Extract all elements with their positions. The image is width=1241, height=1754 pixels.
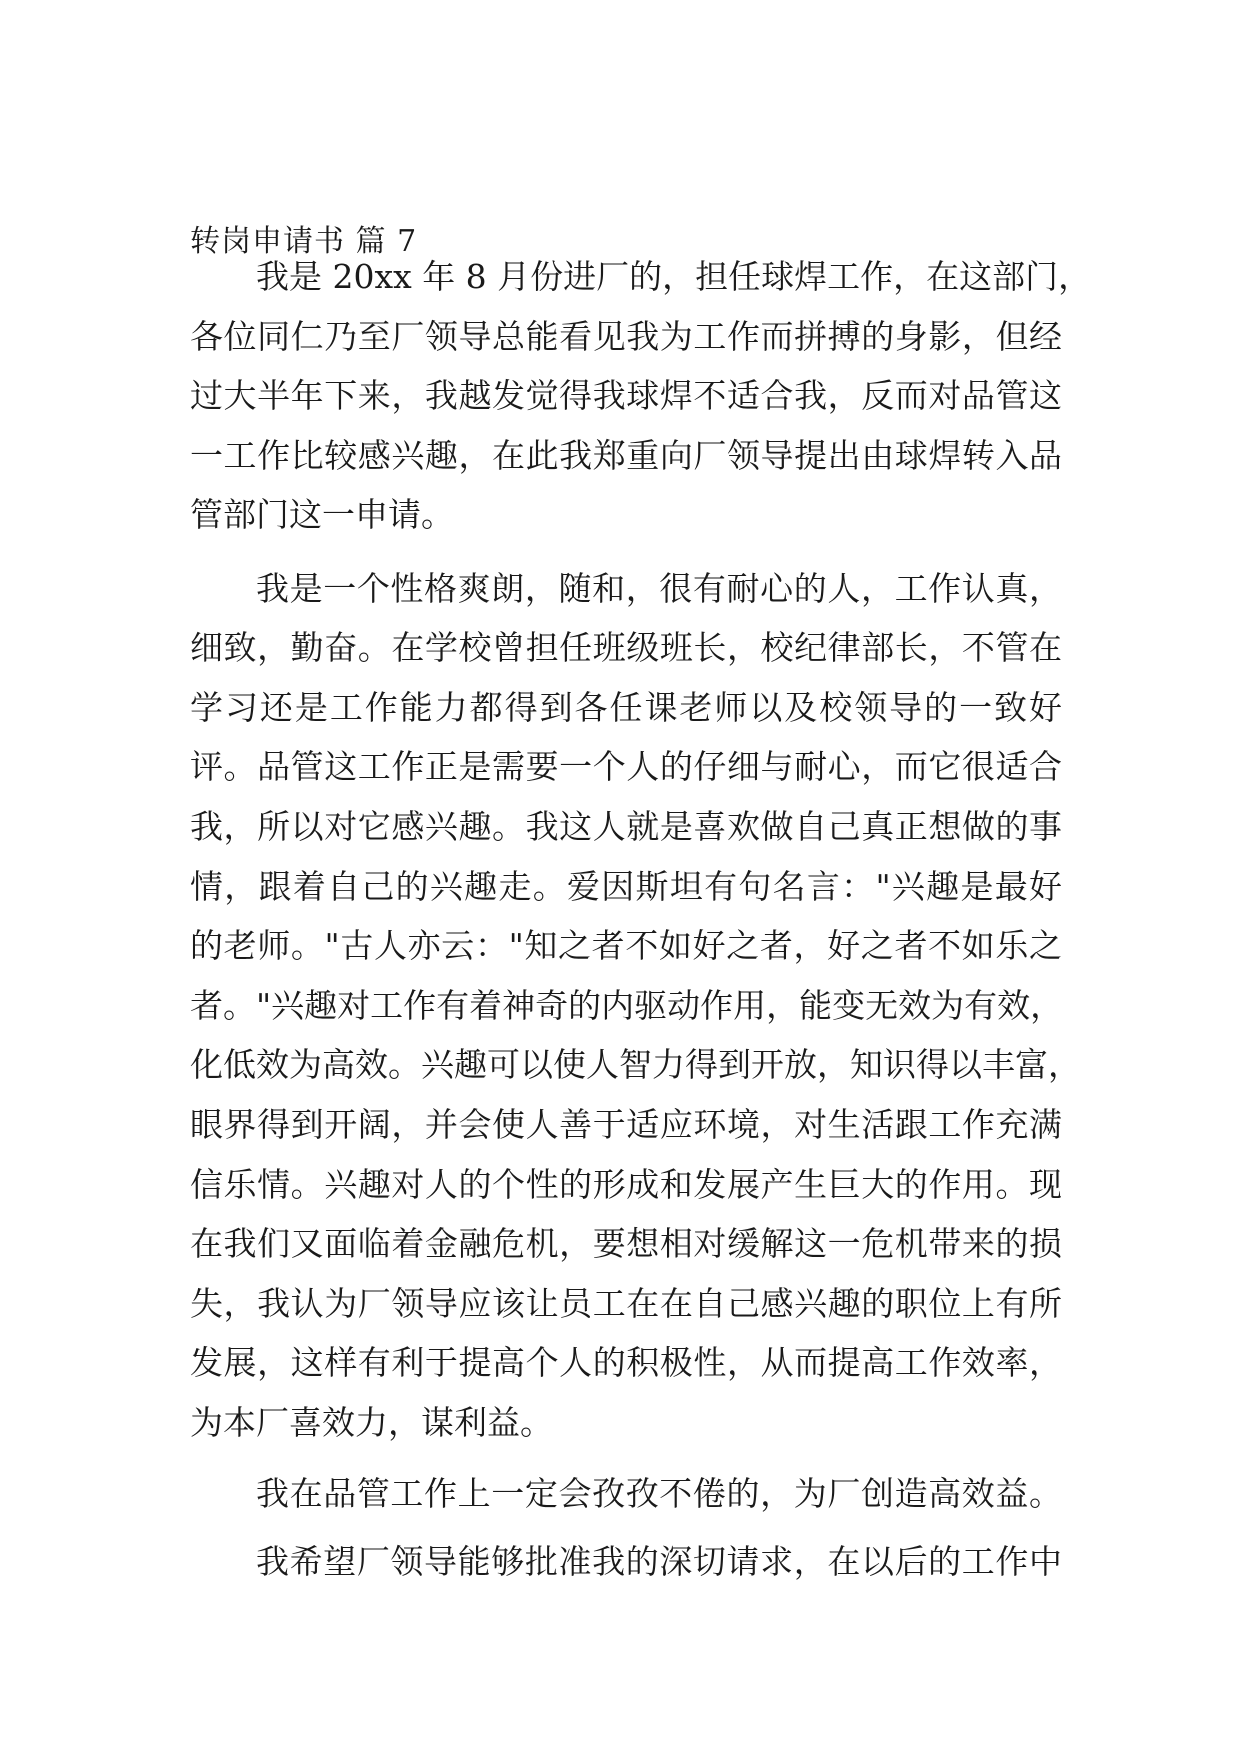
- paragraph-2-line-5: 我，所以对它感兴趣。我这人就是喜欢做自己真正想做的事: [190, 807, 1062, 846]
- paragraph-1-line-4: 一工作比较感兴趣，在此我郑重向厂领导提出由球焊转入品: [190, 436, 1062, 475]
- paragraph-2-line-11: 信乐情。兴趣对人的个性的形成和发展产生巨大的作用。现: [190, 1165, 1062, 1204]
- paragraph-2-line-9: 化低效为高效。兴趣可以使人智力得到开放，知识得以丰富，: [190, 1045, 1081, 1084]
- paragraph-2-line-1: 我是一个性格爽朗，随和，很有耐心的人，工作认真，: [256, 569, 1062, 608]
- paragraph-1-line-3: 过大半年下来，我越发觉得我球焊不适合我，反而对品管这: [190, 376, 1062, 415]
- paragraph-2-line-13: 失，我认为厂领导应该让员工在在自己感兴趣的职位上有所: [190, 1284, 1062, 1323]
- paragraph-2-line-12: 在我们又面临着金融危机，要想相对缓解这一危机带来的损: [190, 1224, 1062, 1263]
- paragraph-3-line-1: 我在品管工作上一定会孜孜不倦的，为厂创造高效益。: [256, 1474, 1062, 1513]
- paragraph-4-line-1: 我希望厂领导能够批准我的深切请求，在以后的工作中: [256, 1542, 1062, 1581]
- paragraph-1-line-1: 我是 20xx 年 8 月份进厂的，担任球焊工作，在这部门，: [256, 257, 1092, 296]
- paragraph-1-line-5: 管部门这一申请。: [190, 495, 454, 534]
- paragraph-2-line-4: 评。品管这工作正是需要一个人的仔细与耐心，而它很适合: [190, 747, 1062, 786]
- paragraph-2-line-8: 者。"兴趣对工作有着神奇的内驱动作用，能变无效为有效，: [190, 986, 1064, 1025]
- document-title: 转岗申请书 篇 7: [190, 224, 418, 259]
- paragraph-2-line-2: 细致，勤奋。在学校曾担任班级班长，校纪律部长，不管在: [190, 628, 1062, 667]
- paragraph-1-line-2: 各位同仁乃至厂领导总能看见我为工作而拼搏的身影，但经: [190, 317, 1062, 356]
- paragraph-2-line-15: 为本厂喜效力，谋利益。: [190, 1403, 553, 1442]
- paragraph-2-line-3: 学习还是工作能力都得到各任课老师以及校领导的一致好: [190, 688, 1062, 727]
- paragraph-2-line-7: 的老师。"古人亦云："知之者不如好之者，好之者不如乐之: [190, 926, 1062, 965]
- paragraph-2-line-10: 眼界得到开阔，并会使人善于适应环境，对生活跟工作充满: [190, 1105, 1062, 1144]
- paragraph-2-line-6: 情，跟着自己的兴趣走。爱因斯坦有句名言："兴趣是最好: [190, 867, 1062, 906]
- paragraph-2-line-14: 发展，这样有利于提高个人的积极性，从而提高工作效率，: [190, 1343, 1062, 1382]
